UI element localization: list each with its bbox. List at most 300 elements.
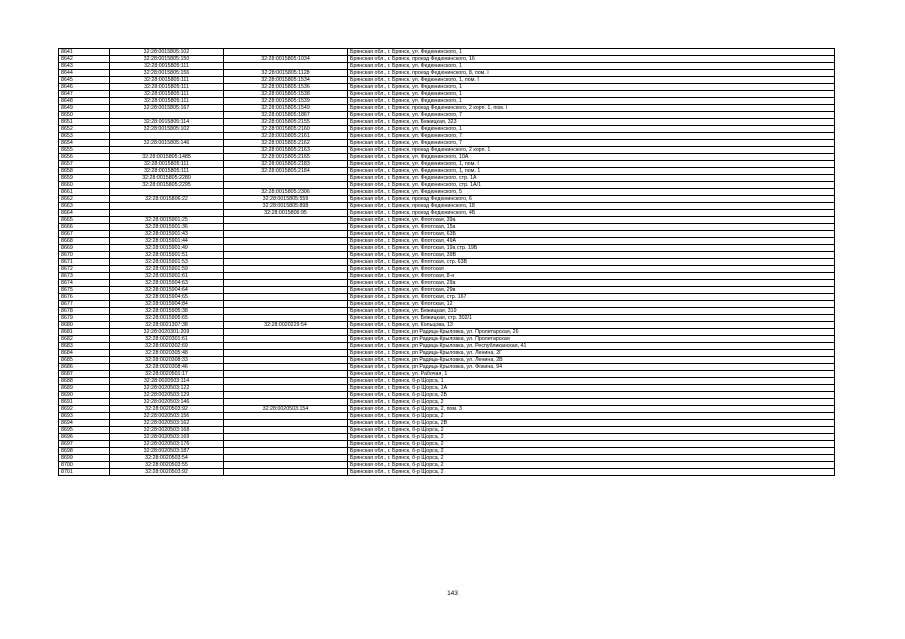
row-number-cell: 8648 [59,98,110,105]
address-cell: Брянская обл., г. Брянск, б-р Щорса, 2 [348,462,835,469]
address-cell: Брянская обл., г. Брянск, б-р Щорса, 2 [348,448,835,455]
address-cell: Брянская обл., г. Брянск, ул. Федюнинского, 1, пом. I [348,77,835,84]
building-cadastral-cell [224,217,348,224]
parcel-cadastral-cell: 32:28:0015805:111 [110,77,224,84]
row-number-cell: 8670 [59,252,110,259]
building-cadastral-cell: 32:28:0015805:898 [224,203,348,210]
table-row [59,364,835,371]
table-row [59,119,835,126]
address-cell: Брянская обл., г. Брянск, ул. Рабочая, 1 [348,371,835,378]
address-cell: Брянская обл., г. Брянск, б-р Щорса, 2 [348,441,835,448]
parcel-cadastral-cell: 32:28:0015805:156 [110,70,224,77]
row-number-cell: 8692 [59,406,110,413]
table-row [59,154,835,161]
building-cadastral-cell: 32:28:0015805:559 [224,196,348,203]
building-cadastral-cell [224,399,348,406]
table-row [59,455,835,462]
address-cell: Брянская обл., г. Брянск, рп Радица-Крыловка, ул. Пролетарская [348,336,835,343]
address-cell: Брянская обл., г. Брянск, б-р Щорса, 1А [348,385,835,392]
parcel-cadastral-cell: 32:28:0015904:63 [110,280,224,287]
address-cell: Брянская обл., г. Брянск, ул. Флотская, 49А [348,238,835,245]
table-row [59,98,835,105]
parcel-cadastral-cell: 32:28:0021307:38 [110,322,224,329]
row-number-cell: 8687 [59,371,110,378]
row-number-cell: 8650 [59,112,110,119]
address-cell: Брянская обл., г. Брянск, ул. Федюнинского, 1, пом. 1 [348,168,835,175]
row-number-cell: 8666 [59,224,110,231]
table-row [59,161,835,168]
address-cell: Брянская обл., г. Брянск, ул. Бежицкая, стр. 302/1 [348,315,835,322]
table-row [59,56,835,63]
row-number-cell: 8682 [59,336,110,343]
table-row [59,252,835,259]
address-cell: Брянская обл., г. Брянск, рп Радица-Крыловка, ул. Фокина, 94 [348,364,835,371]
building-cadastral-cell [224,280,348,287]
building-cadastral-cell: 32:28:0015805:1538 [224,91,348,98]
address-cell: Брянская обл., г. Брянск, проезд Федюнинского, 4Б [348,210,835,217]
parcel-cadastral-cell: 32:28:0015901:51 [110,252,224,259]
parcel-cadastral-cell: 32:28:0015901:36 [110,224,224,231]
building-cadastral-cell [224,231,348,238]
parcel-cadastral-cell [110,133,224,140]
row-number-cell: 8678 [59,308,110,315]
parcel-cadastral-cell: 32:28:0020503:55 [110,462,224,469]
parcel-cadastral-cell [110,203,224,210]
address-cell: Брянская обл., г. Брянск, ул. Флотская, 12 [348,301,835,308]
parcel-cadastral-cell: 32:28:0020503:92 [110,406,224,413]
row-number-cell: 8695 [59,427,110,434]
building-cadastral-cell [224,301,348,308]
parcel-cadastral-cell: 32:28:0020503:156 [110,413,224,420]
parcel-cadastral-cell: 32:28:0020503:176 [110,441,224,448]
address-cell: Брянская обл., г. Брянск, б-р Щорса, 2 [348,427,835,434]
parcel-cadastral-cell: 32:28:0015805:111 [110,63,224,70]
address-cell: Брянская обл., г. Брянск, б-р Щорса, 2 [348,399,835,406]
building-cadastral-cell: 32:28:0020503:154 [224,406,348,413]
building-cadastral-cell [224,266,348,273]
address-cell: Брянская обл., г. Брянск, ул. Федюнинского, стр. 1А/1 [348,182,835,189]
parcel-cadastral-cell: 32:28:0015901:25 [110,217,224,224]
row-number-cell: 8671 [59,259,110,266]
building-cadastral-cell: 32:28:0015805:1128 [224,70,348,77]
page-number: 143 [447,590,458,597]
row-number-cell: 8683 [59,343,110,350]
address-cell: Брянская обл., г. Брянск, ул. Федюнинского, 1 [348,91,835,98]
row-number-cell: 8646 [59,84,110,91]
table-row [59,126,835,133]
row-number-cell: 8674 [59,280,110,287]
parcel-cadastral-cell: 32:28:0015805:167 [110,105,224,112]
building-cadastral-cell [224,350,348,357]
building-cadastral-cell: 32:28:0015805:2163 [224,147,348,154]
parcel-cadastral-cell: 32:28:0015904:64 [110,287,224,294]
building-cadastral-cell [224,441,348,448]
table-row [59,203,835,210]
address-cell: Брянская обл., г. Брянск, ул. Федюнинского, 7 [348,140,835,147]
parcel-cadastral-cell: 32:28:0020305:48 [110,350,224,357]
address-cell: Брянская обл., г. Брянск, ул. Федюнинского, стр. 1А [348,175,835,182]
parcel-cadastral-cell: 32:28:0015805:111 [110,84,224,91]
building-cadastral-cell: 32:28:0015805:1539 [224,98,348,105]
row-number-cell: 8676 [59,294,110,301]
address-cell: Брянская обл., г. Брянск, б-р Щорса, 1 [348,378,835,385]
building-cadastral-cell [224,469,348,476]
parcel-cadastral-cell: 32:28:0015805:2280 [110,175,224,182]
parcel-cadastral-cell: 32:28:0015805:111 [110,91,224,98]
building-cadastral-cell [224,294,348,301]
row-number-cell: 8700 [59,462,110,469]
building-cadastral-cell [224,63,348,70]
address-cell: Брянская обл., г. Брянск, б-р Щорса, 2 [348,413,835,420]
parcel-cadastral-cell: 32:28:0020308:46 [110,364,224,371]
address-cell: Брянская обл., г. Брянск, ул. Флотская, 63Б [348,231,835,238]
building-cadastral-cell: 32:28:0015805:2160 [224,126,348,133]
parcel-cadastral-cell: 32:28:0015805:102 [110,49,224,56]
address-cell: Брянская обл., г. Брянск, ул. Флотская, 15а [348,224,835,231]
table-row [59,287,835,294]
row-number-cell: 8694 [59,420,110,427]
address-cell: Брянская обл., г. Брянск, ул. Федюнинского, 1 [348,49,835,56]
table-row [59,189,835,196]
building-cadastral-cell [224,462,348,469]
row-number-cell: 8680 [59,322,110,329]
building-cadastral-cell [224,371,348,378]
building-cadastral-cell [224,329,348,336]
row-number-cell: 8686 [59,364,110,371]
parcel-cadastral-cell: 32:28:0015805:114 [110,119,224,126]
building-cadastral-cell [224,49,348,56]
building-cadastral-cell: 32:28:0015805:2155 [224,119,348,126]
table-row [59,210,835,217]
row-number-cell: 8647 [59,91,110,98]
address-cell: Брянская обл., г. Брянск, ул. Флотская, 39В [348,252,835,259]
address-cell: Брянская обл., г. Брянск, б-р Щорса, 2 [348,469,835,476]
parcel-cadastral-cell: 32:28:0015805:2295 [110,182,224,189]
parcel-cadastral-cell: 32:28:0020302:69 [110,343,224,350]
table-row [59,112,835,119]
parcel-cadastral-cell [110,112,224,119]
table-row [59,63,835,70]
row-number-cell: 8673 [59,273,110,280]
building-cadastral-cell [224,392,348,399]
parcel-cadastral-cell: 32:28:0015805:102 [110,126,224,133]
row-number-cell: 8699 [59,455,110,462]
registry-table [58,48,835,476]
table-row [59,406,835,413]
table-row [59,427,835,434]
address-cell: Брянская обл., г. Брянск, б-р Щорса, 2Б [348,392,835,399]
parcel-cadastral-cell: 32:28:0015905:38 [110,308,224,315]
building-cadastral-cell: 32:28:0015805:1867 [224,112,348,119]
table-row [59,273,835,280]
parcel-cadastral-cell: 32:28:0020308:33 [110,357,224,364]
parcel-cadastral-cell: 32:28:0015805:111 [110,98,224,105]
table-row [59,462,835,469]
row-number-cell: 8659 [59,175,110,182]
table-row [59,105,835,112]
address-cell: Брянская обл., г. Брянск, ул. Флотская, 19а стр. 19Б [348,245,835,252]
table-row [59,399,835,406]
address-cell: Брянская обл., г. Брянск, ул. Флотская, 39а [348,217,835,224]
building-cadastral-cell [224,378,348,385]
row-number-cell: 8691 [59,399,110,406]
address-cell: Брянская обл., г. Брянск, б-р Щорса, 2В [348,420,835,427]
table-row [59,385,835,392]
address-cell: Брянская обл., г. Брянск, ул. Федюнинского, 5 [348,189,835,196]
table-row [59,392,835,399]
table-row [59,280,835,287]
table-row [59,266,835,273]
row-number-cell: 8685 [59,357,110,364]
building-cadastral-cell [224,455,348,462]
address-cell: Брянская обл., г. Брянск, проезд Федюнинского, 18 [348,203,835,210]
row-number-cell: 8655 [59,147,110,154]
row-number-cell: 8652 [59,126,110,133]
address-cell: Брянская обл., г. Брянск, ул. Бежицкая, 319 [348,308,835,315]
parcel-cadastral-cell: 32:28:0015905:65 [110,315,224,322]
table-row [59,238,835,245]
building-cadastral-cell [224,252,348,259]
row-number-cell: 8663 [59,203,110,210]
building-cadastral-cell: 32:28:0020229:54 [224,322,348,329]
row-number-cell: 8688 [59,378,110,385]
table-row [59,315,835,322]
row-number-cell: 8693 [59,413,110,420]
parcel-cadastral-cell: 32:28:0015901:44 [110,238,224,245]
parcel-cadastral-cell: 32:28:0020301:209 [110,329,224,336]
address-cell: Брянская обл., г. Брянск, рп Радица-Крыловка, ул. Ленина, 2В [348,357,835,364]
address-cell: Брянская обл., г. Брянск, проезд Федюнинского, 2 корп. 1 [348,147,835,154]
row-number-cell: 8690 [59,392,110,399]
row-number-cell: 8657 [59,161,110,168]
row-number-cell: 8668 [59,238,110,245]
address-cell: Брянская обл., г. Брянск, ул. Федюнинского, 7 [348,133,835,140]
address-cell: Брянская обл., г. Брянск, ул. Флотская [348,266,835,273]
parcel-cadastral-cell: 32:28:0020503:129 [110,392,224,399]
address-cell: Брянская обл., г. Брянск, проезд Федюнинского, 2 корп. 1, пом. I [348,105,835,112]
table-row [59,469,835,476]
building-cadastral-cell: 32:28:0015806:95 [224,210,348,217]
parcel-cadastral-cell: 32:28:0015805:111 [110,161,224,168]
table-row [59,294,835,301]
address-cell: Брянская обл., г. Брянск, проезд Федюнинского, 8, пом. I [348,70,835,77]
row-number-cell: 8664 [59,210,110,217]
table-row [59,182,835,189]
address-cell: Брянская обл., г. Брянск, б-р Щорса, 2, пом. 3 [348,406,835,413]
parcel-cadastral-cell: 32:28:0020301:61 [110,336,224,343]
address-cell: Брянская обл., г. Брянск, ул. Федюнинского, 7 [348,112,835,119]
building-cadastral-cell [224,273,348,280]
parcel-cadastral-cell: 32:28:0015901:43 [110,231,224,238]
parcel-cadastral-cell: 32:28:0015901:59 [110,266,224,273]
row-number-cell: 8653 [59,133,110,140]
table-row [59,308,835,315]
table-row [59,224,835,231]
table-row [59,91,835,98]
row-number-cell: 8696 [59,434,110,441]
table-row [59,301,835,308]
address-cell: Брянская обл., г. Брянск, ул. Федюнинского, 10А [348,154,835,161]
address-cell: Брянская обл., г. Брянск, ул. Флотская, 29в [348,287,835,294]
building-cadastral-cell: 32:28:0015805:1534 [224,77,348,84]
address-cell: Брянская обл., г. Брянск, ул. Кольцова, 13 [348,322,835,329]
parcel-cadastral-cell: 32:28:0015904:84 [110,301,224,308]
address-cell: Брянская обл., г. Брянск, ул. Флотская, стр. 167 [348,294,835,301]
parcel-cadastral-cell: 32:28:0015901:61 [110,273,224,280]
building-cadastral-cell [224,245,348,252]
building-cadastral-cell [224,448,348,455]
row-number-cell: 8644 [59,70,110,77]
address-cell: Брянская обл., г. Брянск, ул. Федюнинского, 1, пом. I [348,161,835,168]
row-number-cell: 8677 [59,301,110,308]
building-cadastral-cell [224,343,348,350]
building-cadastral-cell: 32:28:0015805:2162 [224,140,348,147]
table-row [59,231,835,238]
parcel-cadastral-cell [110,147,224,154]
parcel-cadastral-cell: 32:28:0020503:168 [110,427,224,434]
row-number-cell: 8679 [59,315,110,322]
parcel-cadastral-cell: 32:28:0020503:169 [110,434,224,441]
building-cadastral-cell [224,238,348,245]
table-row [59,378,835,385]
parcel-cadastral-cell: 32:28:0015901:53 [110,259,224,266]
table-body [59,49,835,476]
address-cell: Брянская обл., г. Брянск, ул. Федюнинского, 1 [348,126,835,133]
table-row [59,140,835,147]
address-cell: Брянская обл., г. Брянск, ул. Бежицкая, 323 [348,119,835,126]
table-row [59,196,835,203]
row-number-cell: 8681 [59,329,110,336]
address-cell: Брянская обл., г. Брянск, рп Радица-Крыловка, ул. Республиканская, 41 [348,343,835,350]
table-row [59,147,835,154]
building-cadastral-cell [224,308,348,315]
row-number-cell: 8642 [59,56,110,63]
address-cell: Брянская обл., г. Брянск, ул. Флотская, 8-н [348,273,835,280]
parcel-cadastral-cell: 32:28:0015805:150 [110,56,224,63]
table-row [59,49,835,56]
row-number-cell: 8654 [59,140,110,147]
building-cadastral-cell [224,224,348,231]
address-cell: Брянская обл., г. Брянск, проезд Федюнинского, 16 [348,56,835,63]
table-row [59,168,835,175]
building-cadastral-cell [224,427,348,434]
building-cadastral-cell [224,287,348,294]
parcel-cadastral-cell: 32:28:0015805:1485 [110,154,224,161]
building-cadastral-cell [224,434,348,441]
table-row [59,245,835,252]
row-number-cell: 8675 [59,287,110,294]
row-number-cell: 8697 [59,441,110,448]
building-cadastral-cell [224,336,348,343]
table-row [59,350,835,357]
address-cell: Брянская обл., г. Брянск, б-р Щорса, 2 [348,455,835,462]
parcel-cadastral-cell: 32:28:0020503:187 [110,448,224,455]
row-number-cell: 8643 [59,63,110,70]
row-number-cell: 8684 [59,350,110,357]
building-cadastral-cell [224,357,348,364]
row-number-cell: 8641 [59,49,110,56]
table-row [59,322,835,329]
address-cell: Брянская обл., г. Брянск, проезд Федюнинского, 6 [348,196,835,203]
table-row [59,84,835,91]
parcel-cadastral-cell: 32:28:0015904:65 [110,294,224,301]
table-row [59,77,835,84]
parcel-cadastral-cell: 32:28:0020501:17 [110,371,224,378]
building-cadastral-cell: 32:28:0015805:2161 [224,133,348,140]
row-number-cell: 8669 [59,245,110,252]
row-number-cell: 8649 [59,105,110,112]
building-cadastral-cell [224,259,348,266]
building-cadastral-cell: 32:28:0015805:2184 [224,168,348,175]
building-cadastral-cell: 32:28:0015805:1034 [224,56,348,63]
row-number-cell: 8658 [59,168,110,175]
row-number-cell: 8660 [59,182,110,189]
parcel-cadastral-cell: 32:28:0015806:22 [110,196,224,203]
row-number-cell: 8662 [59,196,110,203]
building-cadastral-cell [224,182,348,189]
address-cell: Брянская обл., г. Брянск, рп Радица-Крыловка, ул. Ленина, 2Г [348,350,835,357]
parcel-cadastral-cell: 32:28:0020503:122 [110,385,224,392]
table-row [59,441,835,448]
building-cadastral-cell [224,364,348,371]
address-cell: Брянская обл., г. Брянск, ул. Федюнинского, 1 [348,98,835,105]
parcel-cadastral-cell [110,189,224,196]
row-number-cell: 8701 [59,469,110,476]
building-cadastral-cell [224,315,348,322]
table-row [59,413,835,420]
address-cell: Брянская обл., г. Брянск, ул. Федюнинского, 1 [348,63,835,70]
parcel-cadastral-cell: 32:28:0020503:146 [110,399,224,406]
building-cadastral-cell: 32:28:0015805:1536 [224,84,348,91]
row-number-cell: 8656 [59,154,110,161]
parcel-cadastral-cell [110,210,224,217]
table-row [59,175,835,182]
parcel-cadastral-cell: 32:28:0020503:92 [110,469,224,476]
table-row [59,336,835,343]
row-number-cell: 8651 [59,119,110,126]
building-cadastral-cell [224,385,348,392]
address-cell: Брянская обл., г. Брянск, ул. Флотская, стр. 63В [348,259,835,266]
table-row [59,70,835,77]
table-row [59,420,835,427]
building-cadastral-cell [224,420,348,427]
row-number-cell: 8661 [59,189,110,196]
parcel-cadastral-cell: 32:28:0015901:49 [110,245,224,252]
table-row [59,329,835,336]
parcel-cadastral-cell: 32:28:0015805:111 [110,168,224,175]
table-row [59,259,835,266]
table-row [59,434,835,441]
table-row [59,133,835,140]
row-number-cell: 8665 [59,217,110,224]
building-cadastral-cell: 32:28:0015805:2165 [224,154,348,161]
table-row [59,217,835,224]
building-cadastral-cell: 32:28:0015805:2306 [224,189,348,196]
parcel-cadastral-cell: 32:28:0020503:114 [110,378,224,385]
row-number-cell: 8645 [59,77,110,84]
building-cadastral-cell [224,413,348,420]
table-row [59,343,835,350]
table-row [59,357,835,364]
parcel-cadastral-cell: 32:28:0020503:54 [110,455,224,462]
parcel-cadastral-cell: 32:28:0020503:162 [110,420,224,427]
address-cell: Брянская обл., г. Брянск, ул. Флотская, 29а [348,280,835,287]
row-number-cell: 8672 [59,266,110,273]
table-row [59,371,835,378]
building-cadastral-cell: 32:28:0015805:1549 [224,105,348,112]
address-cell: Брянская обл., г. Брянск, ул. Федюнинского, 1 [348,84,835,91]
building-cadastral-cell: 32:28:0015805:2183 [224,161,348,168]
